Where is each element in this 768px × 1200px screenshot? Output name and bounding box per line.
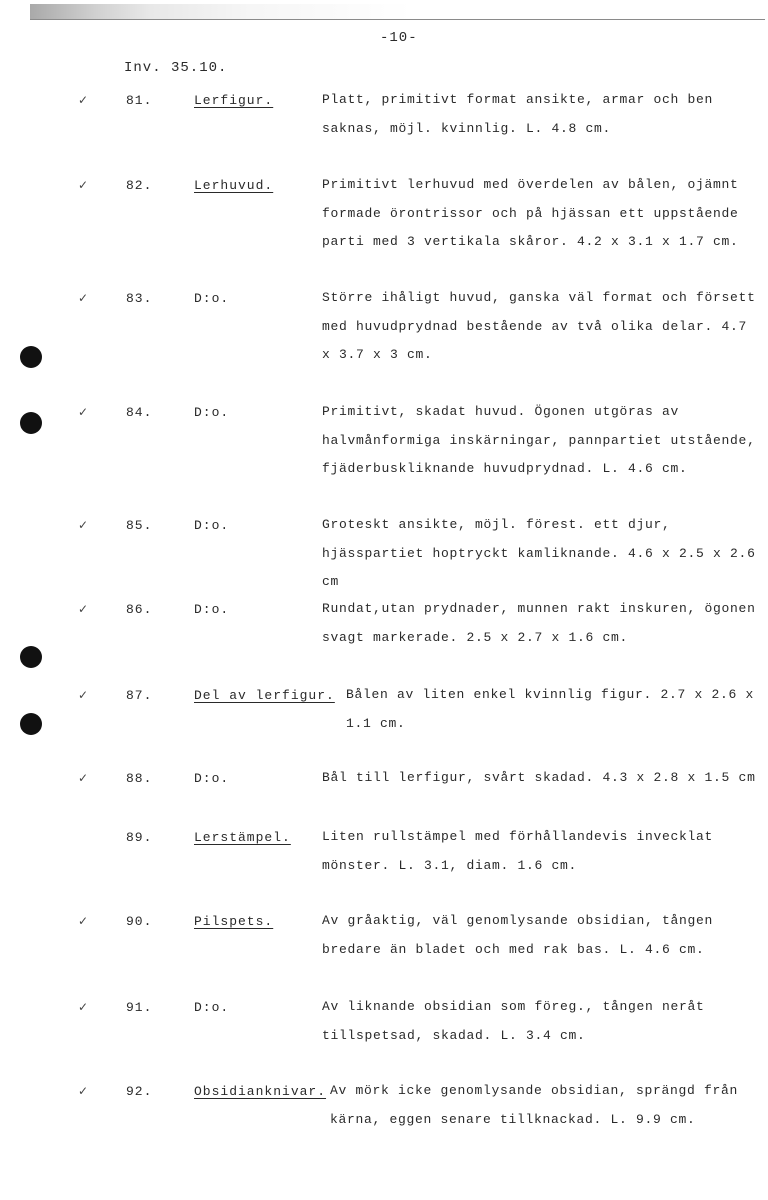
entry-description: Av gråaktig, väl genomlysande obsidian, tången bredare än bladet och med rak bas. L. 4.6 cm. [322, 913, 714, 957]
entry-description: Bål till lerfigur, svårt skadad. 4.3 x 2.8 x 1.5 cm [322, 770, 756, 785]
checkmark-icon: ✓ [78, 93, 89, 107]
page-number: -10- [380, 30, 418, 46]
checkmark-icon: ✓ [78, 688, 89, 702]
entry-name: D:o. [194, 291, 230, 306]
entry-name: D:o. [194, 602, 230, 617]
entry-name: D:o. [194, 518, 230, 533]
punch-hole [20, 412, 42, 434]
checkmark-icon: ✓ [78, 771, 89, 785]
entry-number: 89. [126, 830, 153, 845]
entry-number: 86. [126, 602, 153, 617]
entry-number: 82. [126, 178, 153, 193]
entry-name: Lerfigur. [194, 93, 274, 108]
entry-name: Pilspets. [194, 914, 274, 929]
checkmark-icon: ✓ [78, 178, 89, 192]
checkmark-icon: ✓ [78, 518, 89, 532]
entry-description: Rundat,utan prydnader, munnen rakt inskuren, ögonen svagt markerade. 2.5 x 2.7 x 1.6 cm. [322, 601, 756, 645]
punch-hole [20, 346, 42, 368]
entry-number: 87. [126, 688, 153, 703]
entry-number: 92. [126, 1084, 153, 1099]
punch-hole [20, 646, 42, 668]
checkmark-icon: ✓ [78, 291, 89, 305]
scan-artifact-bar [30, 4, 575, 20]
entry-description: Av liknande obsidian som föreg., tången neråt tillspetsad, skadad. L. 3.4 cm. [322, 999, 705, 1043]
entry-number: 90. [126, 914, 153, 929]
entry-description: Primitivt, skadat huvud. Ögonen utgöras av halvmånformiga inskärningar, pannpartiet utstående, fjäderbuskliknande huvudprydnad. L. 4.6 cm. [322, 404, 756, 476]
entry-name: Lerhuvud. [194, 178, 274, 193]
checkmark-icon: ✓ [78, 405, 89, 419]
entry-name: Del av lerfigur. [194, 688, 335, 703]
entry-description: Groteskt ansikte, möjl. förest. ett djur, hjässpartiet hoptryckt kamliknande. 4.6 x 2.5 x 2.6 cm [322, 517, 756, 589]
entry-number: 83. [126, 291, 153, 306]
entry-number: 85. [126, 518, 153, 533]
entry-description: Liten rullstämpel med förhållandevis invecklat mönster. L. 3.1, diam. 1.6 cm. [322, 829, 714, 873]
entry-description: Bålen av liten enkel kvinnlig figur. 2.7 x 2.6 x 1.1 cm. [346, 687, 755, 731]
entry-number: 81. [126, 93, 153, 108]
entry-number: 91. [126, 1000, 153, 1015]
entry-name: D:o. [194, 1000, 230, 1015]
entry-name: Lerstämpel. [194, 830, 291, 845]
entry-description: Platt, primitivt format ansikte, armar och ben saknas, möjl. kvinnlig. L. 4.8 cm. [322, 92, 714, 136]
entry-name: Obsidianknivar. [194, 1084, 327, 1099]
checkmark-icon: ✓ [78, 1000, 89, 1014]
entry-description: Större ihåligt huvud, ganska väl format och försett med huvudprydnad bestående av två olika delar. 4.7 x 3.7 x 3 cm. [322, 290, 756, 362]
checkmark-icon: ✓ [78, 1084, 89, 1098]
entry-name: D:o. [194, 405, 230, 420]
scan-artifact-line [30, 19, 765, 20]
inventory-number: Inv. 35.10. [124, 60, 228, 76]
entry-number: 84. [126, 405, 153, 420]
entry-name: D:o. [194, 771, 230, 786]
checkmark-icon: ✓ [78, 914, 89, 928]
checkmark-icon: ✓ [78, 602, 89, 616]
punch-hole [20, 713, 42, 735]
entry-description: Av mörk icke genomlysande obsidian, sprängd från kärna, eggen senare tillknackad. L. 9.9 cm. [330, 1083, 739, 1127]
entry-description: Primitivt lerhuvud med överdelen av bålen, ojämnt formade örontrissor och på hjässan ett uppstående parti med 3 vertikala skåror. 4.2 x 3.1 x 1.7 cm. [322, 177, 739, 249]
entry-number: 88. [126, 771, 153, 786]
